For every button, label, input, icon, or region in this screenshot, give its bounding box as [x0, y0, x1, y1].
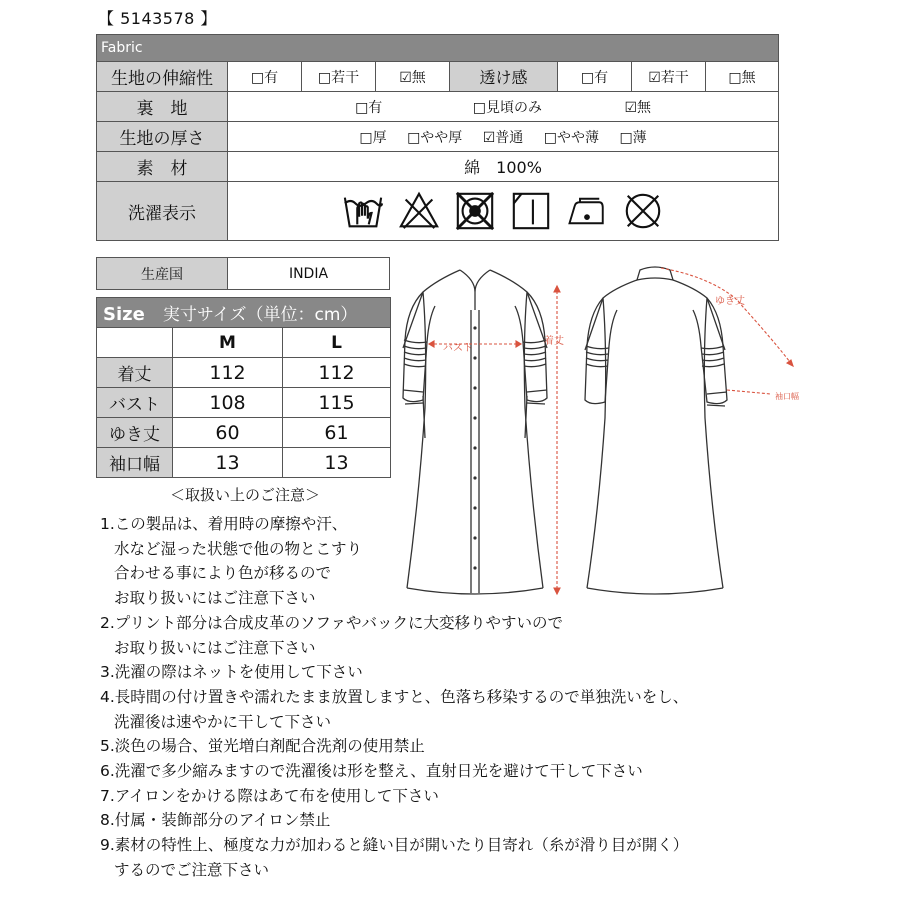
size-row: [97, 448, 391, 478]
note-line: お取り扱いにはご注意下さい: [114, 638, 316, 657]
material-row: [97, 152, 779, 182]
wash-icons: [228, 182, 779, 241]
note-line: 7.アイロンをかける際はあて布を使用して下さい: [100, 786, 439, 805]
stretch-option: □有: [228, 62, 302, 92]
lining-option: □見頃のみ: [472, 99, 542, 116]
sheer-option: ☑若干: [632, 62, 706, 92]
cuff-label: 袖口幅: [775, 392, 799, 401]
size-value: 13: [173, 448, 283, 478]
thickness-label: 生地の厚さ: [97, 122, 228, 152]
lining-option: ☑無: [624, 99, 651, 116]
note-line: 5.淡色の場合、蛍光増白剤配合洗剤の使用禁止: [100, 737, 425, 756]
size-row: [97, 358, 391, 388]
no-dry-clean-icon: [622, 190, 664, 232]
size-col-l: L: [283, 328, 391, 358]
thickness-option: □厚: [359, 129, 387, 146]
size-col-m: M: [173, 328, 283, 358]
fabric-header: Fabric: [97, 35, 779, 62]
size-table: [96, 297, 391, 478]
size-row-label: バスト: [97, 388, 173, 418]
thickness-row: [97, 122, 779, 152]
size-value: 112: [173, 358, 283, 388]
size-value: 115: [283, 388, 391, 418]
origin-label: 生産国: [97, 258, 228, 290]
note-line: 4.長時間の付け置きや濡れたまま放置しますと、色落ち移染するので単独洗いをし、: [100, 687, 689, 706]
thickness-option: □薄: [619, 129, 647, 146]
size-row-label: ゆき丈: [97, 418, 173, 448]
lining-label: 裏 地: [97, 92, 228, 122]
line-dry-icon: [510, 190, 552, 232]
origin-value: INDIA: [228, 258, 390, 290]
thickness-option: □やや厚: [407, 129, 463, 146]
size-row: [97, 388, 391, 418]
note-line: お取り扱いにはご注意下さい: [114, 589, 316, 608]
size-row-label: 着丈: [97, 358, 173, 388]
note-line: 水など湿った状態で他の物とこすり: [114, 539, 363, 558]
note-line: 合わせる事により色が移るので: [114, 564, 332, 583]
note-line: 8.付属・装飾部分のアイロン禁止: [100, 811, 331, 830]
yuki-label: ゆき丈: [715, 296, 745, 307]
size-corner: [97, 328, 173, 358]
note-line: 3.洗濯の際はネットを使用して下さい: [100, 663, 363, 682]
note-line: 1.この製品は、着用時の摩擦や汗、: [100, 515, 348, 533]
sheer-option: □有: [558, 62, 632, 92]
note-line: 6.洗濯で多少縮みますので洗濯後は形を整え、直射日光を避けて干して下さい: [100, 762, 643, 781]
bust-label: バスト: [443, 343, 473, 354]
iron-low-icon: [566, 190, 608, 232]
stretch-row: [97, 62, 779, 92]
thickness-options: [228, 122, 779, 152]
material-label: 素 材: [97, 152, 228, 182]
sheer-label: 透け感: [450, 62, 558, 92]
size-header: [97, 298, 391, 328]
thickness-option: □やや薄: [543, 129, 599, 146]
no-bleach-icon: [398, 190, 440, 232]
lining-option: □有: [355, 99, 383, 116]
lining-options: [228, 92, 779, 122]
size-row-label: 袖口幅: [97, 448, 173, 478]
notes-list: [100, 512, 688, 883]
size-row: [97, 418, 391, 448]
size-value: 13: [283, 448, 391, 478]
stretch-label: 生地の伸縮性: [97, 62, 228, 92]
note-line: 洗濯後は速やかに干して下さい: [114, 712, 332, 731]
notes-title: ＜取扱い上のご注意＞: [170, 486, 321, 504]
hand-wash-icon: [342, 190, 384, 232]
thickness-option: ☑普通: [482, 129, 524, 146]
note-line: 9.素材の特性上、極度な力が加わると縫い目が開いたり目寄れ（糸が滑り目が開く）: [100, 836, 689, 855]
wash-label: 洗濯表示: [97, 182, 228, 241]
size-subtitle: 実寸サイズ（単位：cm）: [162, 305, 358, 325]
size-value: 112: [283, 358, 391, 388]
wash-row: [97, 182, 779, 241]
note-line: 2.プリント部分は合成皮革のソファやバックに大変移りやすいので: [100, 613, 564, 632]
length-label: 着丈: [544, 336, 564, 347]
material-value: 綿 100%: [228, 152, 779, 182]
size-value: 61: [283, 418, 391, 448]
lining-row: [97, 92, 779, 122]
product-id: 【 5143578 】: [98, 9, 217, 28]
origin-table: [96, 257, 390, 290]
sheer-option: □無: [706, 62, 779, 92]
stretch-option: □若干: [302, 62, 376, 92]
size-value: 60: [173, 418, 283, 448]
fabric-table: [96, 34, 779, 241]
stretch-option: ☑無: [376, 62, 450, 92]
size-value: 108: [173, 388, 283, 418]
no-tumble-dry-icon: [454, 190, 496, 232]
note-line: するのでご注意下さい: [114, 860, 270, 879]
size-title: Size: [103, 304, 145, 325]
